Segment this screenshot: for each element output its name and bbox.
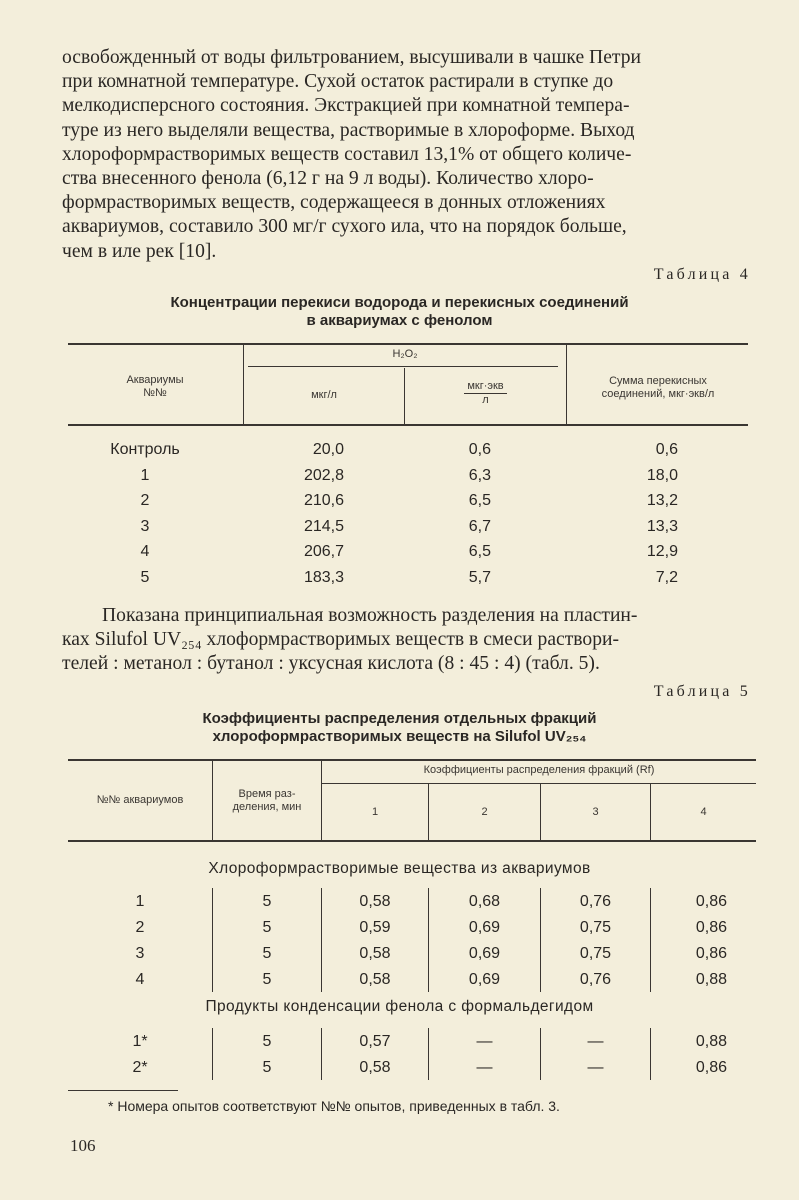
- table5-cell-frac2: —: [476, 1033, 493, 1050]
- table4-top-rule: [68, 343, 748, 345]
- intro-line: мелкодисперсного состояния. Экстракцией при комнатной темпера-: [62, 95, 630, 117]
- table5-cell-time: 5: [262, 971, 272, 988]
- table5-cell-frac2: 0,68: [468, 893, 501, 910]
- table4-cell-sum: 13,2: [646, 492, 678, 509]
- table4-cell-aquarium: 5: [140, 568, 150, 586]
- intro-line: освобожденный от воды фильтрованием, высушивали в чашке Петри: [62, 47, 641, 68]
- table4-cell-mkg: 206,7: [303, 543, 344, 560]
- table5-head-frac-1: 1: [371, 806, 379, 818]
- table5-cell-aquarium: 3: [135, 945, 145, 962]
- table5-cell-aquarium: 4: [135, 971, 145, 988]
- intro-line: туре из него выделяли вещества, растворимые в хлороформе. Выход: [62, 119, 635, 141]
- table4-cell-ekv: 5,7: [468, 568, 491, 586]
- table5-vline: [212, 888, 213, 992]
- table5-head-aquarium: №№ аквариумов: [96, 794, 184, 806]
- table4-cell-ekv: 6,3: [468, 466, 491, 484]
- table4-head-sum: Сумма перекисных соединений, мкг·экв/л: [601, 375, 715, 400]
- table4-cell-aquarium: 3: [140, 517, 150, 535]
- table5-cell-frac3: 0,76: [579, 893, 612, 910]
- table4-cell-ekv: 6,7: [468, 517, 491, 535]
- table5-cell-frac1: 0,58: [359, 945, 391, 962]
- table4-cell-mkg: 20,0: [312, 441, 344, 458]
- table5-cell-time: 5: [262, 1059, 272, 1076]
- table4-head-h2o2: H₂O₂: [392, 348, 418, 360]
- table5-cell-frac2: —: [476, 1059, 493, 1076]
- table4-label: Таблица 4: [653, 266, 751, 283]
- table5-head-bottom-rule: [68, 840, 756, 842]
- table5-cell-frac3: 0,75: [579, 945, 612, 962]
- table4-cell-sum: 13,3: [646, 517, 678, 535]
- table5-cell-frac3: —: [587, 1033, 604, 1050]
- intro-line: формрастворимых веществ, содержащееся в донных отложениях: [62, 192, 606, 214]
- table5-cell-frac2: 0,69: [468, 971, 501, 988]
- table4-head-mkg-ekv: $\frac{\text{мкг·экв}}{л}$: [405, 380, 566, 407]
- table5-title: Коэффициенты распределения отдельных фракций хлороформрастворимых веществ на Silufol UV₂₅₄: [202, 710, 597, 745]
- table5-section-heading: Хлороформрастворимые вещества из аквариумов: [208, 860, 591, 877]
- table4-cell-aquarium: 1: [140, 466, 150, 484]
- table5-head-frac-4: 4: [700, 806, 707, 818]
- table5-cell-frac3: 0,75: [579, 919, 612, 936]
- table4-cell-ekv: 6,5: [468, 492, 491, 509]
- footnote-rule: [68, 1090, 178, 1091]
- intro-line: чем в иле рек [10].: [62, 240, 217, 262]
- middle-paragraph: [62, 604, 766, 677]
- table5-label: Таблица 5: [653, 683, 751, 700]
- table5-cell-frac4: 0,86: [695, 1059, 727, 1076]
- table4-cell-mkg: 202,8: [303, 466, 344, 484]
- table5-head-rule: [322, 783, 756, 784]
- table5-cell-frac4: 0,86: [695, 893, 727, 910]
- intro-line: ства внесенного фенола (6,12 г на 9 л воды). Количество хлоро-: [62, 168, 594, 190]
- table4-cell-aquarium: 2: [140, 492, 150, 509]
- table4-cell-mkg: 183,3: [303, 568, 344, 586]
- table5-cell-time: 5: [262, 919, 272, 936]
- table5-head-frac-3: 3: [592, 806, 599, 818]
- table5-cell-frac1: 0,58: [359, 1059, 391, 1076]
- table5-cell-frac3: —: [587, 1059, 604, 1076]
- table4-vline: [566, 344, 567, 424]
- page-number: 106: [70, 1136, 96, 1155]
- table5-vline: [212, 1028, 213, 1080]
- table4-cell-sum: 0,6: [655, 441, 678, 458]
- middle-line: ках Silufol UV₂₅₄ хлоформрастворимых веществ в смеси раствори-: [62, 629, 620, 651]
- table5-cell-frac1: 0,57: [359, 1033, 391, 1050]
- table5-cell-frac2: 0,69: [468, 945, 501, 962]
- table5-cell-time: 5: [262, 893, 272, 910]
- table4-cell-ekv: 0,6: [468, 441, 491, 458]
- table5-section-heading: Продукты конденсации фенола с формальдегидом: [205, 998, 594, 1015]
- table5-cell-frac4: 0,86: [695, 919, 727, 936]
- table5-head-time: Время раз- деления, мин: [232, 788, 302, 813]
- table5-cell-frac1: 0,58: [359, 893, 391, 910]
- table4-cell-sum: 12,9: [646, 543, 678, 560]
- intro-line: хлороформрастворимых веществ составил 13,1% от общего количе-: [62, 143, 632, 165]
- table5-head-frac-2: 2: [481, 806, 488, 818]
- table5-cell-frac3: 0,76: [579, 971, 612, 988]
- table4-title: Концентрации перекиси водорода и перекисных соединений в аквариумах с фенолом: [170, 294, 629, 329]
- table5-cell-time: 5: [262, 945, 272, 962]
- table5-cell-frac4: 0,88: [695, 1033, 727, 1050]
- table5-cell-aquarium: 2*: [132, 1059, 148, 1076]
- table5-cell-frac4: 0,86: [695, 945, 727, 962]
- table5-head-coef: Коэффициенты распределения фракций (Rf): [423, 764, 655, 776]
- table4-cell-aquarium: 4: [140, 543, 150, 560]
- table5-top-rule: [68, 759, 756, 761]
- table5-vline: [212, 760, 213, 840]
- table4-cell-mkg: 214,5: [303, 517, 344, 535]
- table5-cell-frac4: 0,88: [695, 971, 727, 988]
- intro-line: аквариумов, составило 300 мг/г сухого ила, что на порядок больше,: [62, 216, 627, 238]
- middle-line: телей : метанол : бутанол : уксусная кислота (8 : 45 : 4) (табл. 5).: [62, 653, 600, 675]
- table4-head-bottom-rule: [68, 424, 748, 426]
- table5-cell-frac1: 0,58: [359, 971, 391, 988]
- table4-cell-sum: 18,0: [646, 466, 678, 484]
- table5-cell-frac2: 0,69: [468, 919, 501, 936]
- table5-cell-time: 5: [262, 1033, 272, 1050]
- table4-cell-aquarium: Контроль: [110, 441, 180, 458]
- table5-cell-aquarium: 1: [135, 893, 145, 910]
- table5-cell-frac1: 0,59: [359, 919, 391, 936]
- table4-cell-ekv: 6,5: [468, 543, 491, 560]
- intro-paragraph: [62, 46, 766, 264]
- intro-line: при комнатной температуре. Сухой остаток растирали в ступке до: [62, 71, 614, 93]
- table5-cell-aquarium: 1*: [132, 1033, 148, 1050]
- middle-line: Показана принципиальная возможность разделения на пластин-: [102, 605, 638, 626]
- footnote: * Номера опытов соответствуют №№ опытов, приведенных в табл. 3.: [108, 1098, 560, 1114]
- table4-head-mkg-l: мкг/л: [311, 389, 337, 401]
- table4-cell-sum: 7,2: [655, 568, 678, 586]
- table4-cell-mkg: 210,6: [303, 492, 344, 509]
- table4-head-rule: [248, 366, 558, 367]
- table4-head-aquarium: Аквариумы №№: [126, 374, 184, 399]
- table5-cell-aquarium: 2: [135, 919, 145, 936]
